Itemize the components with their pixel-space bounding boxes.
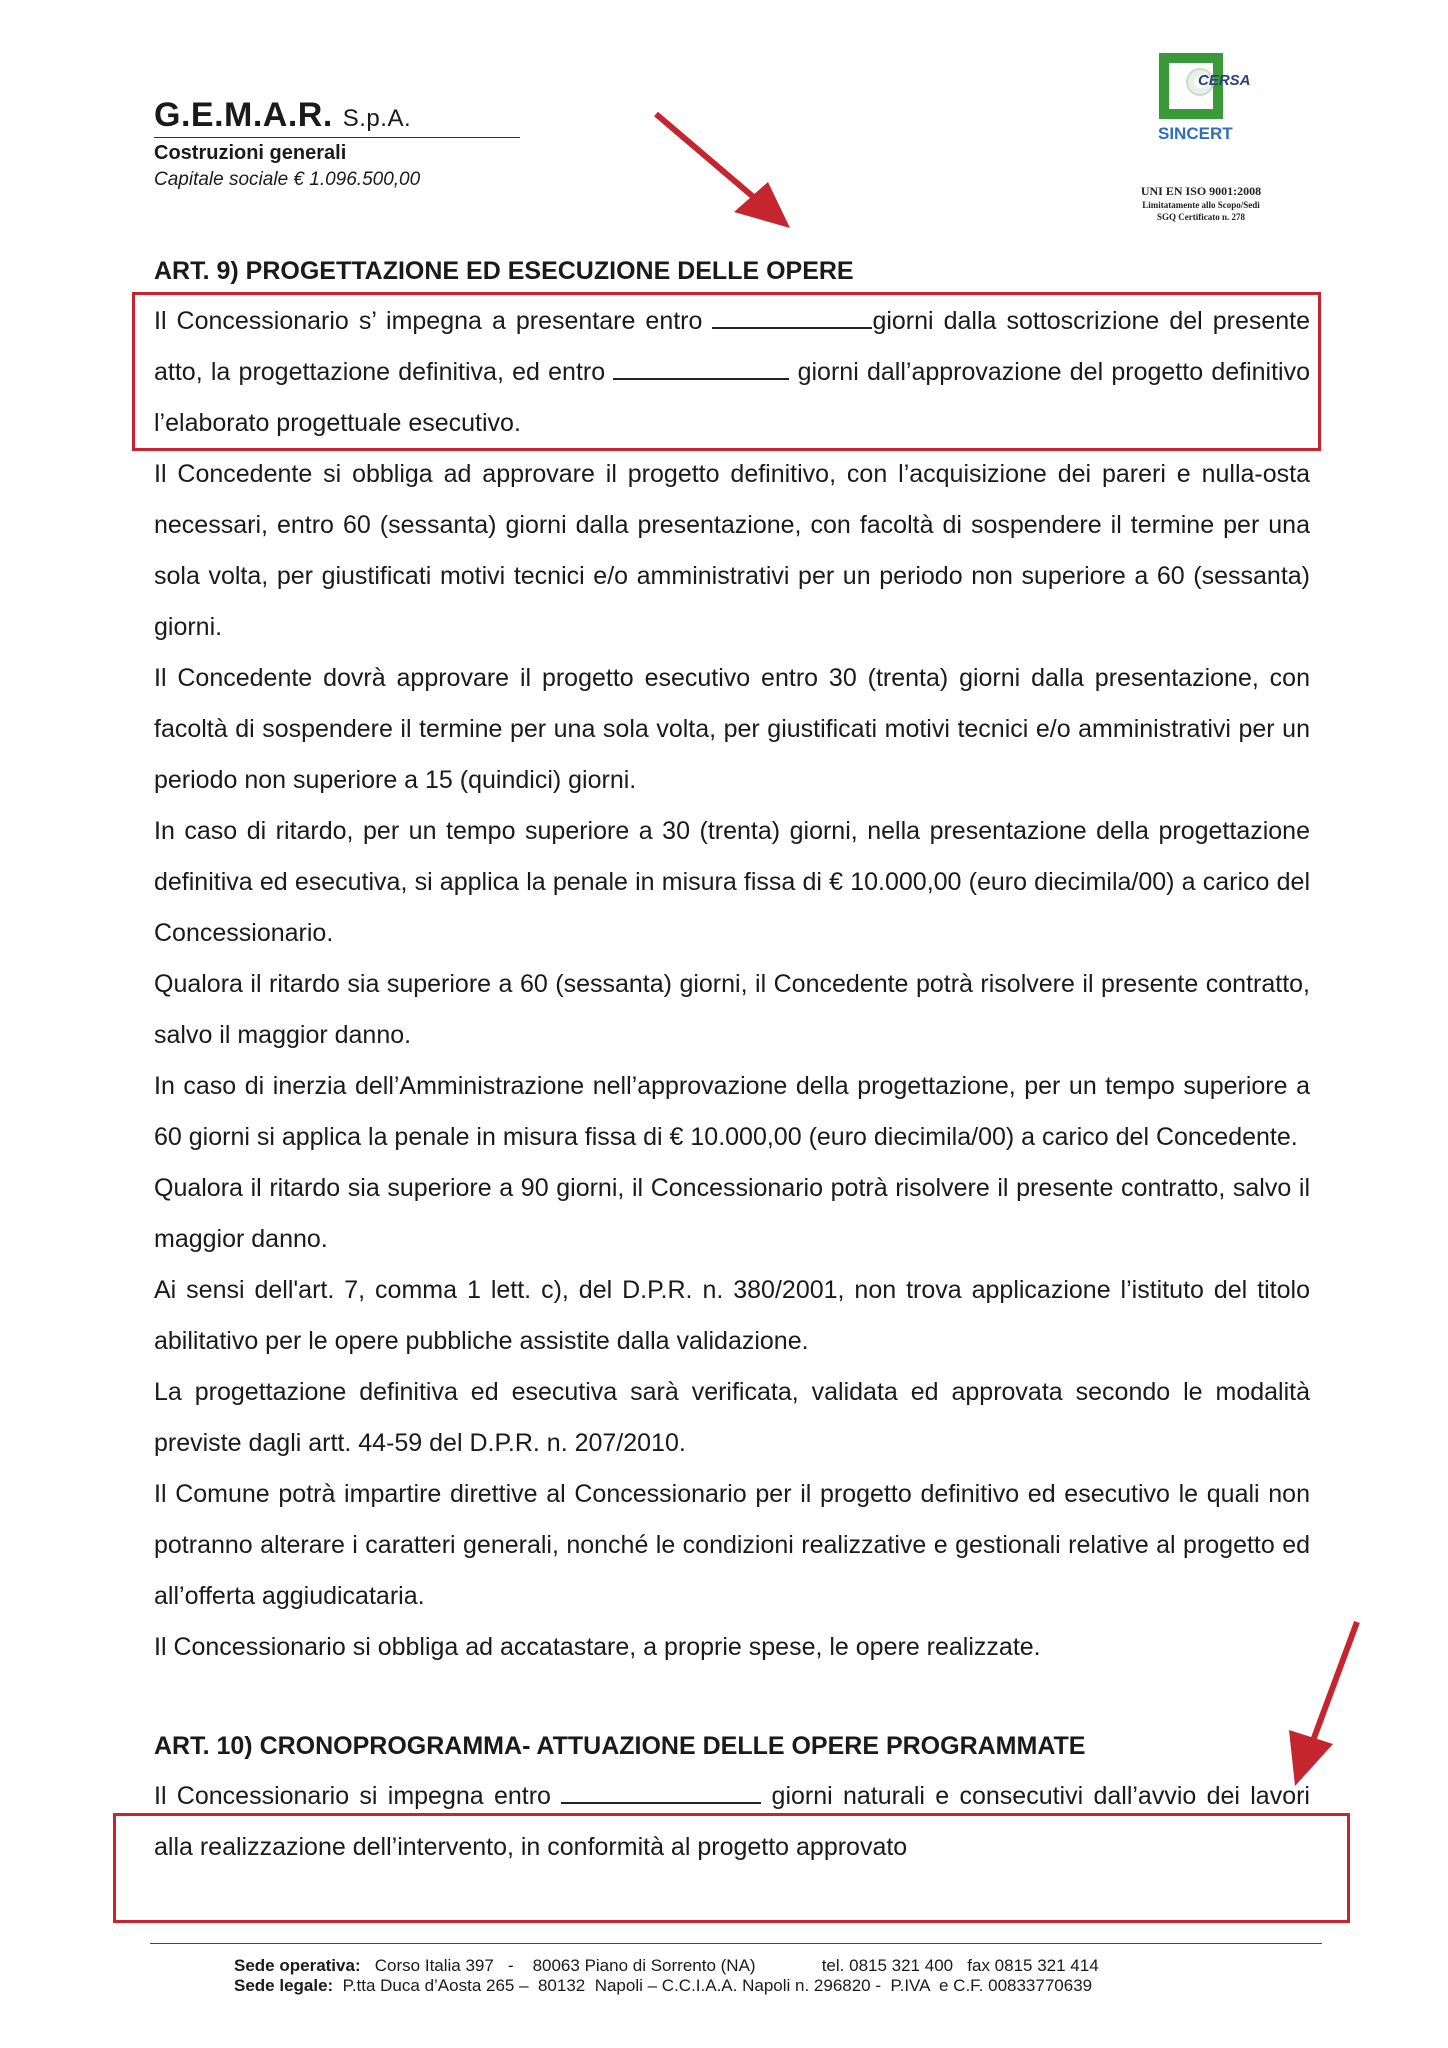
- paragraph: Il Concedente dovrà approvare il progetto esecutivo entro 30 (trenta) giorni dalla presentazione, con facoltà di sospendere il termine per una sola volta, per giustificati motivi tecnici e/o amministrativi per un periodo non superiore a 15 (quindici) giorni.: [154, 664, 1310, 794]
- footer-operativa: [234, 1956, 1322, 1976]
- paragraph: In caso di ritardo, per un tempo superiore a 30 (trenta) giorni, nella presentazione della progettazione definitiva ed esecutiva, si applica la penale in misura fissa di € 10.000,00 (euro diecimila/00) a carico del Concessionario.: [154, 817, 1310, 947]
- text-fragment: Il Concessionario s’ impegna a presentare entro: [154, 307, 713, 335]
- text-fragment: Il Concessionario si impegna entro: [154, 1782, 562, 1810]
- operativa-label: Sede operativa:: [234, 1956, 361, 1975]
- share-capital: Capitale sociale € 1.096.500,00: [154, 169, 421, 190]
- highlight-box-article-9: [132, 292, 1321, 451]
- header-rule: [154, 137, 520, 138]
- article-9-title: ART. 9) PROGETTAZIONE ED ESECUZIONE DELLE OPERE: [154, 257, 854, 285]
- highlight-box-article-10: [113, 1813, 1350, 1923]
- footer-legale: [234, 1976, 1322, 1996]
- cert-line-1: UNI EN ISO 9001:2008: [1140, 184, 1262, 198]
- text-fragment: giorni naturali e consecutivi dall’avvio dei lavori alla realizzazione dell’intervento, in conformità al progetto approvato: [154, 1782, 1310, 1861]
- company-suffix: S.p.A.: [342, 105, 412, 132]
- paragraph: Il Comune potrà impartire direttive al Concessionario per il progetto definitivo ed esecutivo le quali non potranno alterare i caratteri generali, nonché le condizioni realizzative e gestionali relative al progetto ed all’offerta aggiudicataria.: [154, 1480, 1310, 1610]
- paragraph: Qualora il ritardo sia superiore a 60 (sessanta) giorni, il Concedente potrà risolvere il presente contratto, salvo il maggior danno.: [154, 970, 1310, 1049]
- legale-label: Sede legale:: [234, 1976, 334, 1995]
- operativa-text: Corso Italia 397 - 80063 Piano di Sorrento (NA) tel. 0815 321 400 fax 0815 321 414: [360, 1956, 1099, 1975]
- paragraph: In caso di inerzia dell’Amministrazione nell’approvazione della progettazione, per un tempo superiore a 60 giorni si applica la penale in misura fissa di € 10.000,00 (euro diecimila/00) a carico del Concedente.: [154, 1072, 1310, 1151]
- company-name: [154, 96, 520, 135]
- arrow-pointer-icon: [650, 108, 800, 233]
- cert-line-2: Limitatamente allo Scopo/Sedi: [1142, 200, 1260, 210]
- footer: [150, 1943, 1322, 1996]
- blank-field: [561, 1782, 761, 1804]
- document-body: [154, 250, 1310, 1873]
- footer-rule: [150, 1943, 1322, 1944]
- article-10-title: ART. 10) CRONOPROGRAMMA- ATTUAZIONE DELLE OPERE PROGRAMMATE: [154, 1732, 1086, 1760]
- cert-line-3: SGQ Certificato n. 278: [1157, 212, 1245, 222]
- certification-block: [1106, 52, 1296, 223]
- company-name-text: G.E.M.A.R.: [154, 96, 333, 134]
- logo-top-text: CERSA: [1198, 72, 1251, 89]
- legale-text: P.tta Duca d’Aosta 265 – 80132 Napoli – C.C.I.A.A. Napoli n. 296820 - P.IVA e C.F. 00833770639: [333, 1976, 1093, 1995]
- logo-bottom-text: SINCERT: [1158, 124, 1233, 143]
- paragraph: Qualora il ritardo sia superiore a 90 giorni, il Concessionario potrà risolvere il presente contratto, salvo il maggior danno.: [154, 1174, 1310, 1253]
- company-subtitle: Costruzioni generali: [154, 142, 347, 164]
- paragraph: Il Concedente si obbliga ad approvare il progetto definitivo, con l’acquisizione dei pareri e nulla-osta necessari, entro 60 (sessanta) giorni dalla presentazione, con facoltà di sospendere il termine per una sola volta, per giustificati motivi tecnici e/o amministrativi per un periodo non superiore a 60 (sessanta) giorni.: [154, 460, 1310, 641]
- paragraph: Il Concessionario si obbliga ad accatastare, a proprie spese, le opere realizzate.: [154, 1633, 1041, 1661]
- text-fragment: giorni dall’approvazione del progetto definitivo l’elaborato progettuale esecutivo.: [154, 358, 1310, 437]
- letterhead: [154, 96, 520, 191]
- paragraph: Ai sensi dell'art. 7, comma 1 lett. c), del D.P.R. n. 380/2001, non trova applicazione l’istituto del titolo abilitativo per le opere pubbliche assistite dalla validazione.: [154, 1276, 1310, 1355]
- cersa-sincert-logo-icon: [1158, 52, 1251, 148]
- text-fragment: giorni dalla sottoscrizione del presente atto, la progettazione definitiva, ed entro: [154, 307, 1310, 386]
- paragraph: La progettazione definitiva ed esecutiva sarà verificata, validata ed approvata secondo le modalità previste dagli artt. 44-59 del D.P.R. n. 207/2010.: [154, 1378, 1310, 1457]
